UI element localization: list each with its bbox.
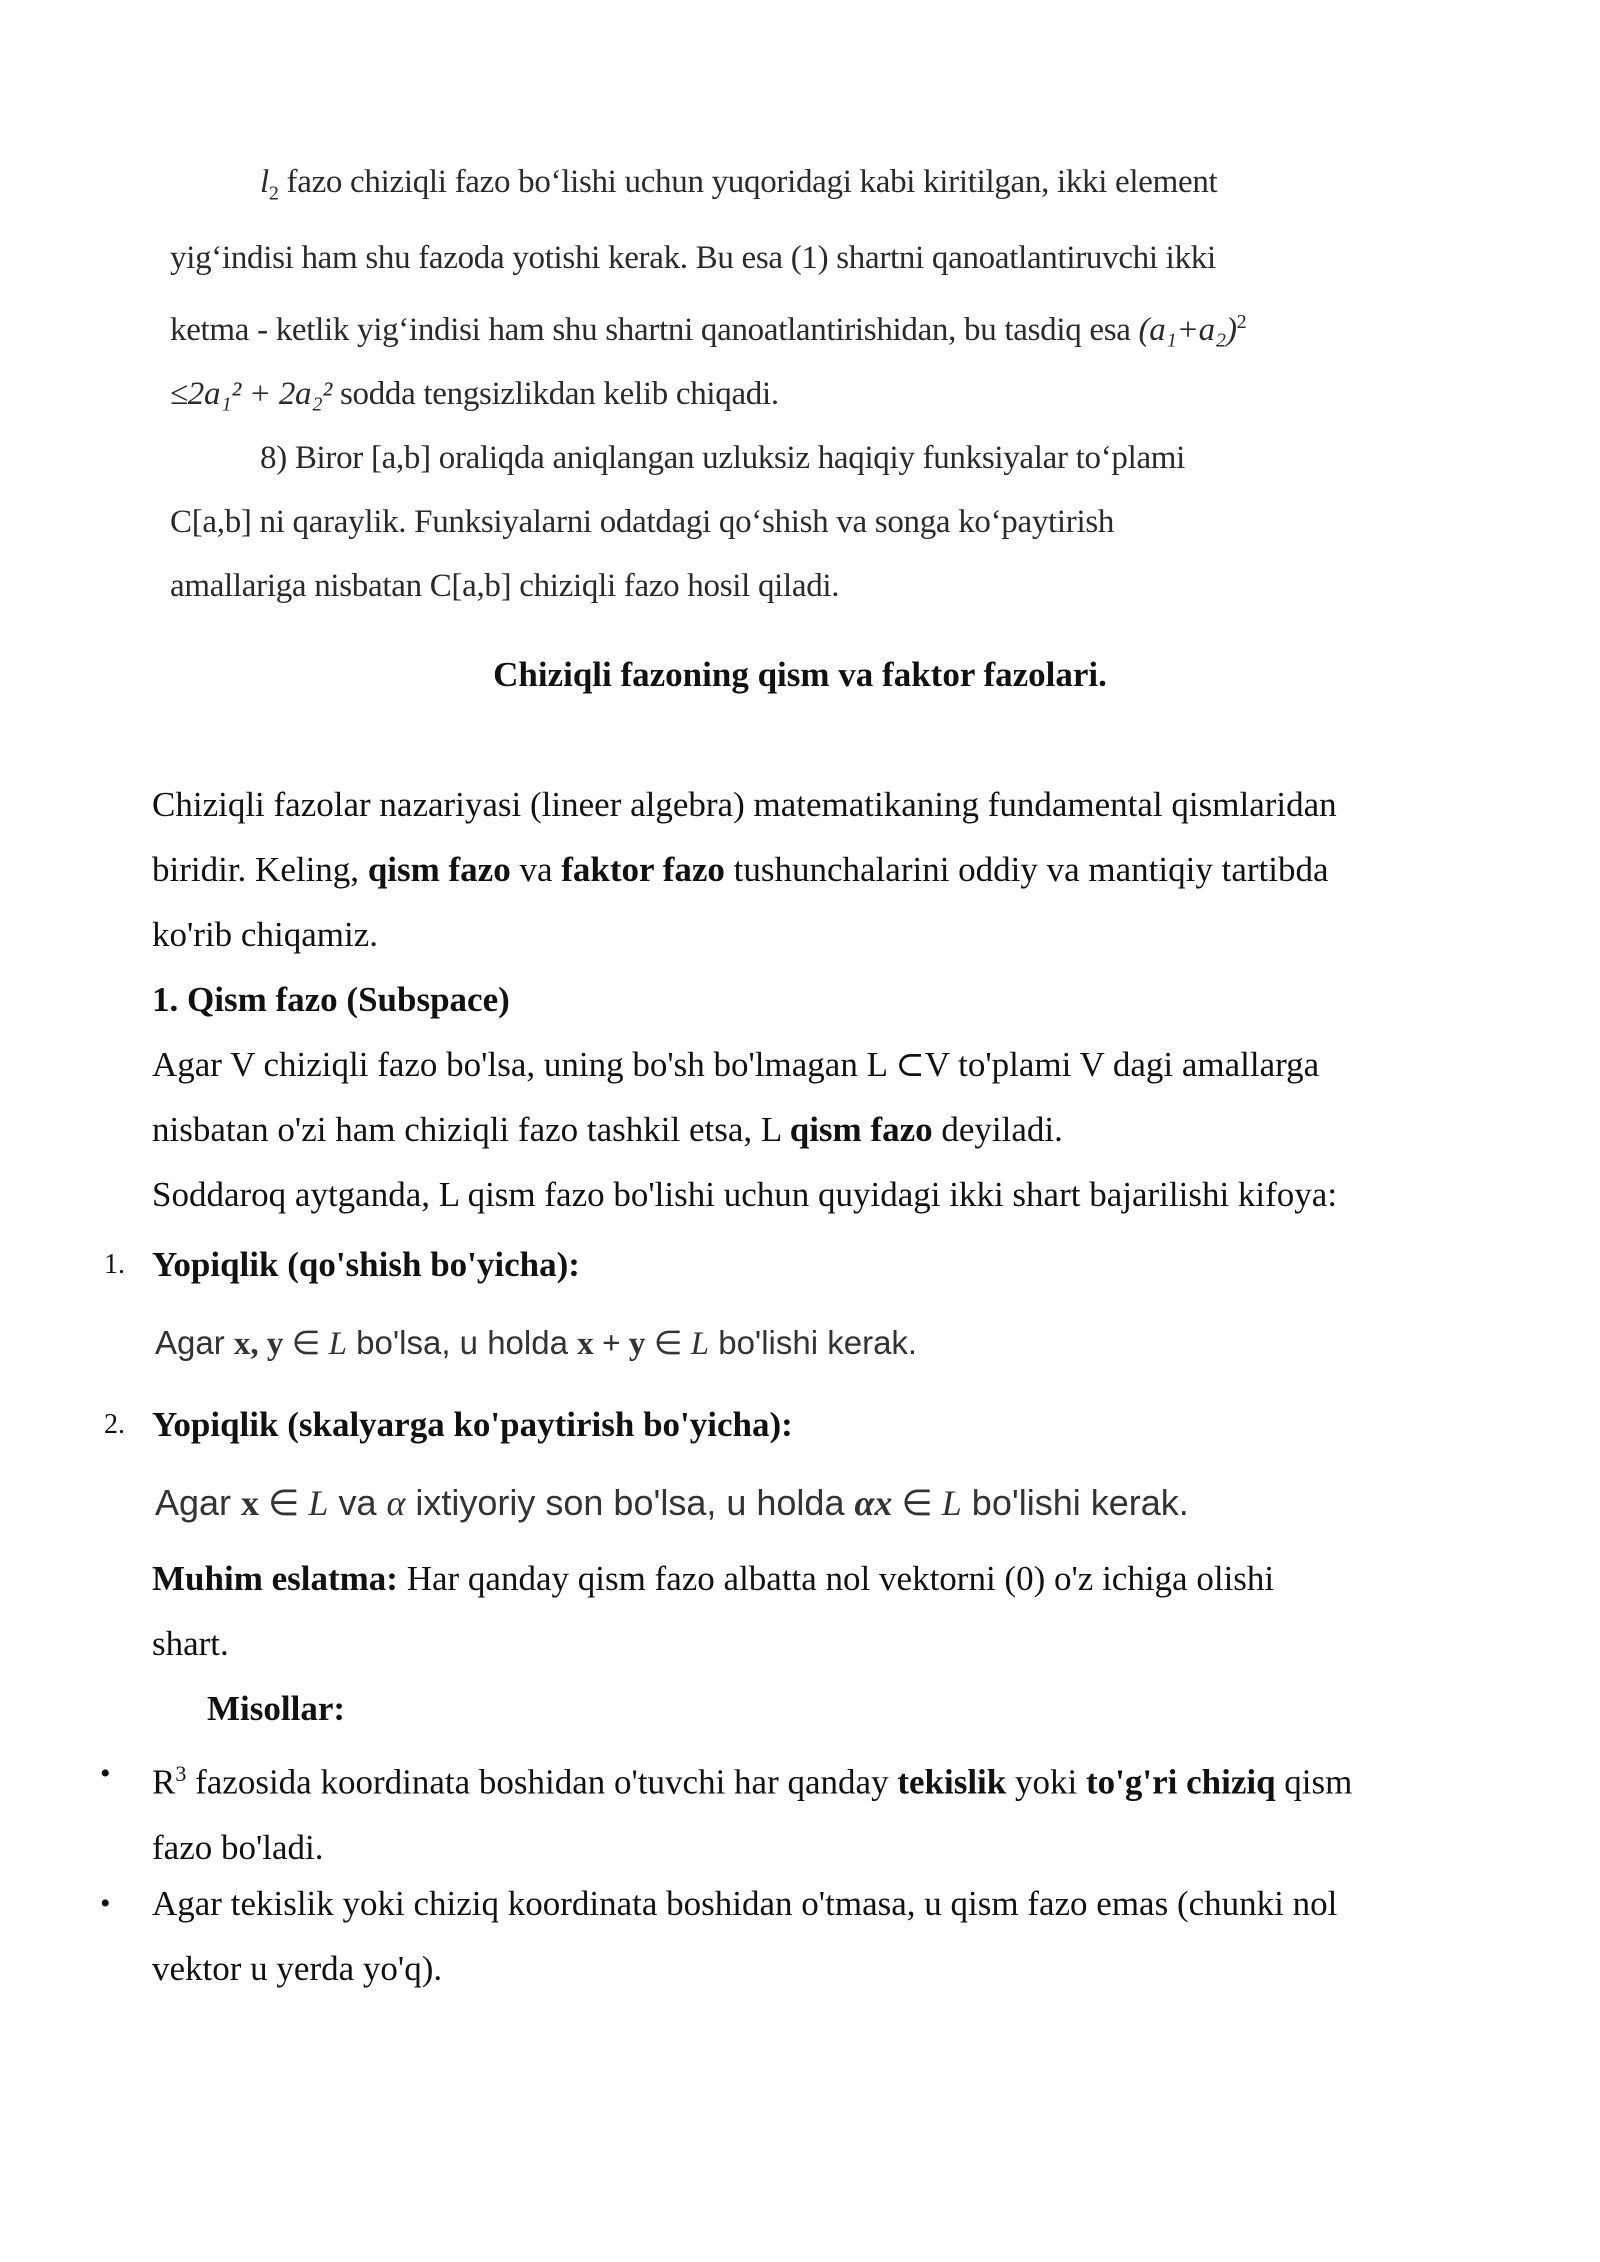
text-line: Agar tekislik yoki chiziq koordinata boshidan o'tmasa, u qism fazo emas (chunki nol: [152, 1884, 1338, 1923]
text-span: va: [328, 1482, 387, 1523]
math-vector: x + y: [577, 1326, 646, 1362]
math-symbol: ∈: [892, 1483, 942, 1523]
text-span: qism: [1275, 1762, 1353, 1802]
scan-line: [170, 150, 1415, 226]
text-span: biridir. Keling,: [152, 850, 368, 889]
text-span: yoki: [1006, 1762, 1086, 1802]
text-line: Agar V chiziqli fazo bo'lsa, uning bo'sh bo'lmagan L ⊂V to'plami V dagi amallarga: [152, 1045, 1320, 1084]
scan-l2-symbol: l: [260, 164, 269, 200]
math-variable: αx: [854, 1483, 893, 1523]
scan-superscript: 2: [1236, 310, 1247, 333]
text-span: bo'lishi kerak.: [961, 1482, 1189, 1523]
math-symbol: ∈: [259, 1483, 309, 1523]
math-variable: L: [328, 1326, 347, 1362]
scan-formula: ≤2a₁² + 2a₂²: [170, 375, 333, 412]
scanned-excerpt: [170, 150, 1415, 618]
text-line: vektor u yerda yo'q).: [152, 1949, 443, 1988]
condition-label: Yopiqlik (qo'shish bo'yicha):: [152, 1245, 580, 1284]
condition-label: Yopiqlik (skalyarga ko'paytirish bo'yicha):: [152, 1405, 793, 1444]
math-symbol: ∈: [283, 1326, 329, 1362]
text-span: Har qanday qism fazo albatta nol vektorni (0) o'z ichiga olishi: [397, 1559, 1275, 1598]
math-variable: L: [690, 1326, 710, 1362]
subsection-heading: 1. Qism fazo (Subspace): [152, 980, 510, 1019]
math-symbol: ∈: [645, 1326, 691, 1362]
math-variable: L: [941, 1483, 962, 1523]
bullet-marker: •: [100, 1887, 111, 1920]
text-line: [152, 1546, 1447, 1611]
section-title: Chiziqli fazoning qism va faktor fazolari.: [493, 655, 1107, 694]
bold-term: qism fazo: [367, 850, 511, 889]
math-vector: x, y: [233, 1326, 284, 1362]
list-number: 2.: [104, 1409, 125, 1440]
scan-line: 8) Biror [a,b] oraliqda aniqlangan uzluksiz haqiqiy funksiyalar to‘plami: [260, 439, 1186, 476]
text-span: bo'lishi kerak.: [709, 1324, 918, 1361]
text-span: fazosida koordinata boshidan o'tuvchi har qanday: [186, 1762, 898, 1802]
text-span: deyiladi.: [932, 1110, 1063, 1149]
text-line: shart.: [152, 1624, 229, 1663]
superscript: 3: [175, 1761, 187, 1786]
text-line: [152, 1097, 1447, 1162]
text-span: ixtiyoriy son bo'lsa, u holda: [405, 1482, 855, 1523]
text-span: va: [510, 850, 562, 889]
bullet-marker: •: [100, 1757, 111, 1790]
text-span: Agar: [155, 1482, 242, 1523]
scan-formula: (a₁+a₂): [1138, 311, 1237, 348]
bold-term: faktor fazo: [561, 850, 725, 889]
scan-line: C[a,b] ni qaraylik. Funksiyalarni odatdagi qo‘shish va songa ko‘paytirish: [170, 503, 1115, 540]
examples-heading: Misollar:: [207, 1689, 346, 1728]
scan-subscript: 2: [268, 182, 279, 205]
list-number: 1.: [104, 1249, 125, 1280]
text-line: [152, 837, 1447, 902]
example-item: [152, 1741, 1447, 1880]
text-line: Soddaroq aytganda, L qism fazo bo'lishi uchun quyidagi ikki shart bajarilishi kifoya:: [152, 1175, 1338, 1214]
scan-text: fazo chiziqli fazo bo‘lishi uchun yuqoridagi kabi kiritilgan, ikki element: [278, 164, 1218, 200]
math-vector: x: [241, 1483, 260, 1523]
important-note: [152, 1546, 1447, 1676]
text-span: nisbatan o'zi ham chiziqli fazo tashkil etsa, L: [152, 1110, 790, 1149]
bold-term: tekislik: [897, 1762, 1007, 1802]
condition-formula: [155, 1318, 917, 1369]
text-line: ko'rib chiqamiz.: [152, 915, 378, 954]
text-line: fazo bo'ladi.: [152, 1827, 324, 1867]
math-variable: α: [386, 1483, 406, 1523]
intro-paragraph: [152, 772, 1447, 1227]
condition-formula: [155, 1478, 1189, 1528]
text-span: R: [152, 1762, 176, 1802]
text-span: bo'lsa, u holda: [346, 1324, 578, 1361]
scan-line: [170, 290, 1415, 362]
note-label: Muhim eslatma:: [152, 1559, 398, 1598]
bold-term: qism fazo: [789, 1110, 933, 1149]
text-span: Agar: [155, 1324, 234, 1361]
example-item: [152, 1871, 1447, 2001]
text-line: [152, 1741, 1447, 1815]
text-line: Chiziqli fazolar nazariyasi (lineer algebra) matematikaning fundamental qismlaridan: [152, 785, 1337, 824]
scan-line: [170, 362, 1415, 426]
scan-text: ketma - ketlik yig‘indisi ham shu shartni qanoatlantirishidan, bu tasdiq esa: [170, 311, 1139, 348]
scan-text: sodda tengsizlikdan kelib chiqadi.: [332, 375, 779, 412]
text-span: tushunchalarini oddiy va mantiqiy tartibda: [724, 850, 1329, 889]
math-variable: L: [308, 1483, 329, 1523]
bold-term: to'g'ri chiziq: [1085, 1762, 1276, 1802]
scan-line: amallariga nisbatan C[a,b] chiziqli fazo hosil qiladi.: [170, 567, 840, 604]
scan-line: yig‘indisi ham shu fazoda yotishi kerak. Bu esa (1) shartni qanoatlantiruvchi ikki: [170, 239, 1216, 276]
